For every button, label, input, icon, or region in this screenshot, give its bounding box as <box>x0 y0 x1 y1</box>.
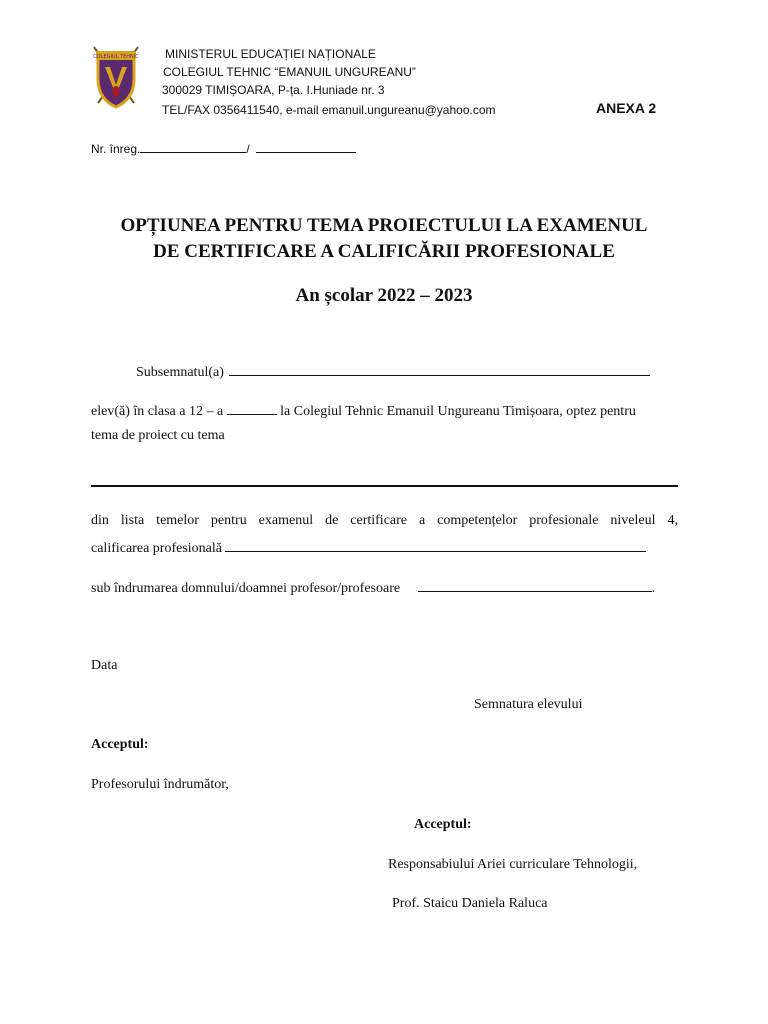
student-signature-label: Semnatura elevului <box>474 697 583 712</box>
qualification-field[interactable] <box>225 537 646 552</box>
registration-line <box>91 138 356 156</box>
undersigned-name-field[interactable] <box>229 361 650 376</box>
registration-number-field[interactable] <box>140 138 246 153</box>
area-head-name: Prof. Staicu Daniela Raluca <box>392 896 548 911</box>
college-crest-icon <box>88 43 144 111</box>
class-field[interactable] <box>227 400 277 415</box>
qualification-label: calificarea profesională <box>91 541 222 556</box>
area-head-label: Responsabiului Ariei curriculare Tehnologii, <box>388 857 638 872</box>
registration-separator: / <box>246 142 250 156</box>
acceptance-label-2 <box>414 815 472 835</box>
logo-banner-text: COLEGIUL TEHNIC <box>93 54 139 60</box>
ministry-name: MINISTERUL EDUCAȚIEI NAȚIONALE <box>165 47 376 61</box>
college-name: COLEGIUL TEHNIC “EMANUIL UNGUREANU” <box>163 65 416 79</box>
class-row <box>91 400 636 422</box>
undersigned-row <box>136 361 650 383</box>
college-logo <box>88 43 144 111</box>
supervisor-label: sub îndrumarea domnului/doamnei profesor/profesoare <box>91 581 401 596</box>
class-prefix: elev(ă) în clasa a 12 – a <box>91 404 224 419</box>
registration-date-field[interactable] <box>256 138 356 153</box>
class-suffix: la Colegiul Tehnic Emanuil Ungureanu Timișoara, optez pentru <box>280 404 636 419</box>
topic-list-text: din lista temelor pentru examenul de certificare a competențelor profesionale niveleul 4, <box>91 513 678 528</box>
supervisor-row <box>91 577 655 599</box>
topic-label: tema de proiect cu tema <box>91 428 225 443</box>
supervisor-field[interactable] <box>418 577 652 592</box>
qualification-row <box>91 537 646 559</box>
acceptance-text-1: Acceptul: <box>91 737 149 752</box>
undersigned-label: Subsemnatul(a) <box>136 365 224 380</box>
supervisor-period: . <box>651 581 656 596</box>
college-address: 300029 TIMIȘOARA, P-ța. I.Huniade nr. 3 <box>162 83 385 97</box>
date-label: Data <box>91 658 118 673</box>
school-year: An școlar 2022 – 2023 <box>295 285 473 306</box>
acceptance-label-1 <box>91 735 149 755</box>
college-contact: TEL/FAX 0356411540, e-mail emanuil.ungureanu@yahoo.com <box>162 103 496 117</box>
acceptance-text-2: Acceptul: <box>414 817 472 832</box>
supervising-teacher-label: Profesorului îndrumător, <box>91 777 229 792</box>
document-title-line1: OPȚIUNEA PENTRU TEMA PROIECTULUI LA EXAMENUL <box>120 215 648 236</box>
annex-label: ANEXA 2 <box>596 100 657 116</box>
document-title-line2: DE CERTIFICARE A CALIFICĂRII PROFESIONALE <box>153 241 615 262</box>
topic-field[interactable] <box>91 485 678 487</box>
registration-label: Nr. înreg. <box>91 142 141 156</box>
